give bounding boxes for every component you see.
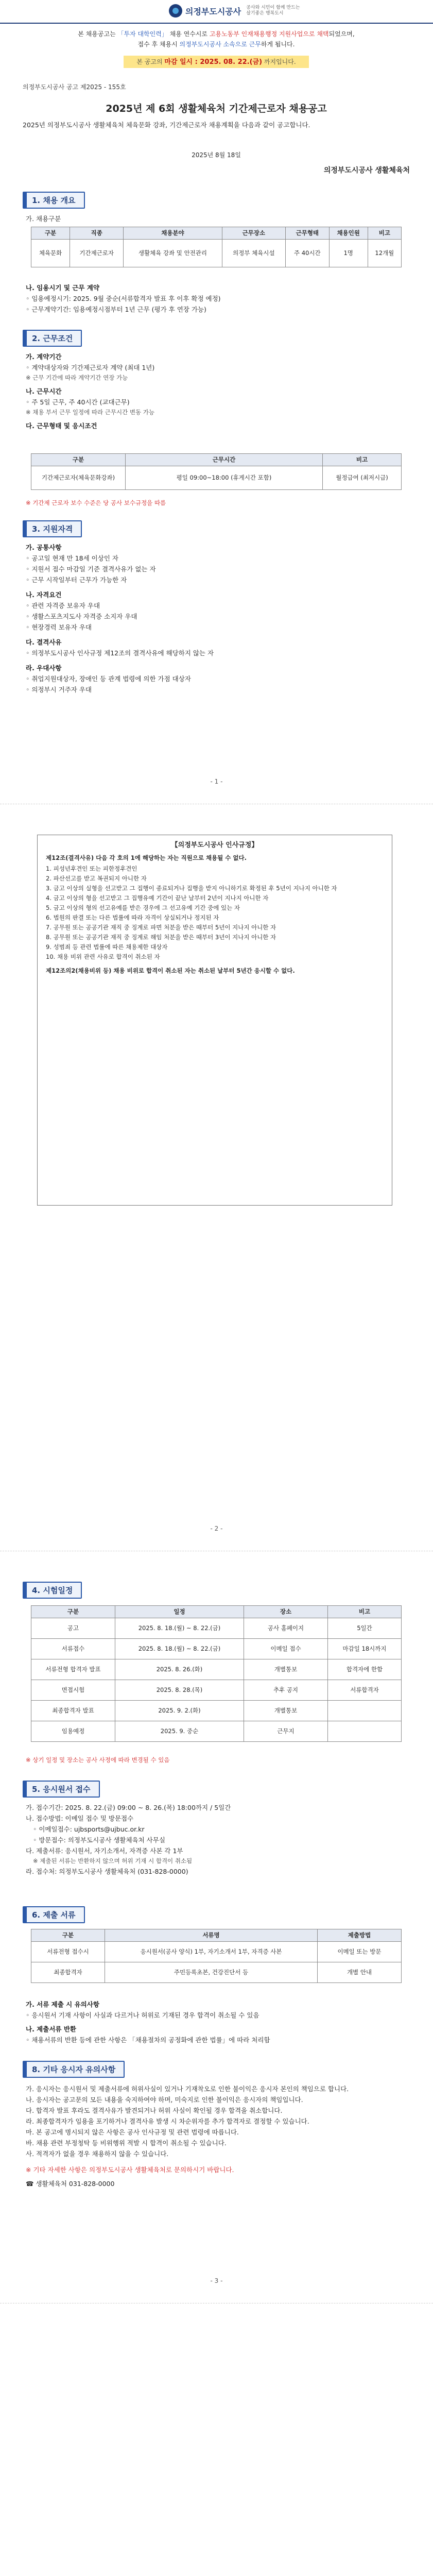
submission-notes: 가. 서류 제출 시 유의사항 ◦ 응시원서 기재 사항이 사실과 다르거나 허위로 기재된 경우 합격이 취소될 수 있음 나. 제출서류 반환 ◦ 채용서류의 반환 등에 관한 사항은 「채용절차의 공정화에 관한 법률」에 따라 처리함 — [26, 2001, 270, 2044]
table-cell: 이메일 또는 방문 — [318, 1942, 402, 1962]
table-header: 비고 — [368, 227, 401, 240]
section-heading-schedule: 4. 시험일정 — [23, 1582, 82, 1599]
list-item: 바. 채용 관련 부정청탁 등 비위행위 적발 시 합격이 취소될 수 있습니다. — [26, 2139, 227, 2147]
overview-sub-b: 나. 임용시기 및 근무 계약 ◦ 임용예정시기: 2025. 9월 중순(서류합격자 발표 후 이후 확정 예정) ◦ 근무계약기간: 임용예정시점부터 1년 근무 (평가 후 연장 가능) — [26, 284, 221, 313]
intro-text: 2025년 의정부도시공사 생활체육처 체육문화 강좌, 기간제근로자 채용계획을 다음과 같이 공고합니다. — [23, 121, 310, 129]
conditions-text: 가. 계약기간 ◦ 계약대상자와 기간제근로자 계약 (최대 1년) ※ 근무 기간에 따라 계약기간 연장 가능 나. 근무시간 ◦ 주 5일 근무, 주 40시간 (교대근무) ※ 채용 부서 근무 일정에 따라 근무시간 변동 가능 다. 근무형태 및 응시조건 — [26, 353, 155, 430]
table-cell: 최종합격자 발표 — [31, 1701, 115, 1721]
org-logo — [169, 4, 300, 18]
page-number: - 3 - — [210, 2277, 223, 2284]
announcement-number: 의정부도시공사 공고 제2025 - 155호 — [23, 83, 126, 91]
contact-line: ☎ 생활체육처 031-828-0000 — [26, 2180, 115, 2188]
announcement-meta — [23, 82, 410, 91]
site-header — [0, 0, 433, 24]
table-cell: 근무지 — [244, 1721, 328, 1742]
org-tagline — [246, 5, 300, 16]
table-cell: 2025. 8. 26.(화) — [115, 1659, 244, 1680]
table-cell: 2025. 9. 2.(화) — [115, 1701, 244, 1721]
section-heading-qualifications: 3. 지원자격 — [23, 520, 82, 537]
regulation-item: 2. 파산선고를 받고 복권되지 아니한 자 — [46, 875, 147, 882]
table-header: 직종 — [70, 227, 124, 240]
table-header: 구분 — [31, 1606, 115, 1618]
table-cell: 5일간 — [328, 1618, 402, 1639]
table-cell: 서류접수 — [31, 1639, 115, 1659]
table-cell: 서류전형 합격자 발표 — [31, 1659, 115, 1680]
regulation-title: 【의정부도시공사 인사규정】 — [171, 841, 258, 849]
table-cell: 2025. 9. 중순 — [115, 1721, 244, 1742]
table-header: 근무형태 — [286, 227, 330, 240]
page-title: 2025년 제 6회 생활체육처 기간제근로자 채용공고 — [106, 103, 327, 114]
regulation-article: 제12조(결격사유) 다음 각 호의 1에 해당하는 자는 직원으로 채용될 수 없다. — [46, 854, 247, 861]
regulation-article: 제12조의2(채용비위 등) 채용 비위로 합격이 취소된 자는 취소된 날부터 5년간 응시할 수 없다. — [46, 967, 295, 974]
closing-note: ※ 기타 자세한 사항은 의정부도시공사 생활체육처로 문의하시기 바랍니다. — [26, 2166, 234, 2174]
table-cell: 면접시험 — [31, 1680, 115, 1701]
table-cell: 공고 — [31, 1618, 115, 1639]
table-cell: 의정부 체육시설 — [222, 240, 286, 267]
org-logo-icon — [169, 4, 182, 18]
deadline-highlight: 본 공고의 마감 일시 : 2025. 08. 22.(금) 까지입니다. — [124, 56, 309, 68]
section-heading-documents: 6. 제출 서류 — [23, 1906, 85, 1923]
list-item: 가. 응시자는 응시원서 및 제출서류에 허위사실이 있거나 기재착오로 인한 불이익은 응시자 본인의 책임으로 합니다. — [26, 2085, 349, 2093]
notice-banner: 본 채용공고는 「투자 대학인력」 채용 연수시로 고용노동부 인재채용행정 지원사업으로 채택되었으며, 접수 후 채용시 의정부도시공사 소속으로 근무하게 됩니다. — [78, 30, 355, 48]
table-header: 장소 — [244, 1606, 328, 1618]
application-text: 가. 접수기간: 2025. 8. 22.(금) 09:00 ~ 8. 26.(목) 18:00까지 / 5일간 나. 접수방법: 이메일 접수 및 방문접수 ◦ 이메일접수: ujbsports@ujbuc.or.kr ◦ 방문접수: 의정부도시공사 생활체육처 사무실 다. 제출서류: 응시원서, 자기소개서, 자격증 사본 각 1부 ※ 제출된 서류는 반환하지 않으며 허위 기재 시 합격이 취소됨 라. 접수처: 의정부도시공사 생활체육처 (031-828-0000) — [26, 1804, 231, 1875]
table-cell: 2025. 8. 18.(월) ~ 8. 22.(금) — [115, 1618, 244, 1639]
regulation-item: 6. 법원의 판결 또는 다른 법률에 따라 자격이 상실되거나 정지된 자 — [46, 914, 219, 921]
regulation-item: 4. 금고 이상의 형을 선고받고 그 집행유예 기간이 끝난 날부터 2년이 지나지 아니한 자 — [46, 894, 269, 902]
table-header: 구분 — [31, 454, 126, 466]
recruit-table — [31, 227, 402, 267]
table-cell: 공사 홈페이지 — [244, 1618, 328, 1639]
table-header: 근무시간 — [126, 454, 323, 466]
table-cell: 이메일 접수 — [244, 1639, 328, 1659]
table-cell: 개별통보 — [244, 1659, 328, 1680]
list-item: 다. 합격자 발표 후라도 결격사유가 발견되거나 허위 사실이 확인될 경우 합격을 취소합니다. — [26, 2107, 283, 2114]
regulation-box — [37, 835, 392, 1206]
org-tagline-1: 공사와 시민이 함께 만드는 — [246, 5, 300, 10]
table-cell: 체육문화 — [31, 240, 70, 267]
list-item: 라. 최종합격자가 임용을 포기하거나 결격사유 발생 시 차순위자를 추가 합격자로 결정할 수 있습니다. — [26, 2117, 309, 2125]
org-tagline-2: 살기좋은 행복도시 — [246, 11, 284, 16]
announcement-org: 의정부도시공사 생활체육처 — [323, 166, 410, 175]
table-cell: 마감일 18시까지 — [328, 1639, 402, 1659]
table-header: 일정 — [115, 1606, 244, 1618]
table-cell: 월정급여 (최저시급) — [323, 466, 402, 490]
org-name: 의정부도시공사 — [185, 6, 241, 16]
overview-sub-a: 가. 채용구분 — [26, 215, 61, 223]
table-cell: 주 40시간 — [286, 240, 330, 267]
table-header: 구분 — [31, 1929, 105, 1942]
table-cell: 응시원서(공사 양식) 1부, 자기소개서 1부, 자격증 사본 — [105, 1942, 318, 1962]
table-cell: 서류전형 접수시 — [31, 1942, 105, 1962]
list-item: 마. 본 공고에 명시되지 않은 사항은 공사 인사규정 및 관련 법령에 따릅니다. — [26, 2128, 239, 2136]
schedule-table — [31, 1605, 402, 1742]
table-header: 구분 — [31, 227, 70, 240]
page-number: - 2 - — [210, 1525, 223, 1532]
regulation-item: 3. 금고 이상의 실형을 선고받고 그 집행이 종료되거나 집행을 받지 아니하기로 확정된 후 5년이 지나지 아니한 자 — [46, 885, 337, 892]
regulation-item: 5. 금고 이상의 형의 선고유예를 받은 경우에 그 선고유예 기간 중에 있는 자 — [46, 904, 240, 911]
list-item: 나. 응시자는 공고문의 모든 내용을 숙지하여야 하며, 미숙지로 인한 불이익은 응시자의 책임입니다. — [26, 2096, 303, 2104]
section-heading-overview: 1. 채용 개요 — [23, 192, 85, 209]
table-cell: 생활체육 강좌 및 안전관리 — [124, 240, 222, 267]
table-cell: 2025. 8. 18.(월) ~ 8. 22.(금) — [115, 1639, 244, 1659]
table-cell: 1명 — [329, 240, 368, 267]
table-header: 서류명 — [105, 1929, 318, 1942]
list-item: 사. 적격자가 없을 경우 채용하지 않을 수 있습니다. — [26, 2150, 169, 2158]
schedule-note: ※ 상기 일정 및 장소는 공사 사정에 따라 변경될 수 있음 — [26, 1756, 170, 1764]
table-cell: 최종합격자 — [31, 1962, 105, 1983]
table-header: 채용분야 — [124, 227, 222, 240]
regulation-item: 7. 공무원 또는 공공기관 재직 중 징계로 파면 처분을 받은 때부터 5년이 지나지 아니한 자 — [46, 924, 276, 931]
table-cell: 서류합격자 — [328, 1680, 402, 1701]
regulation-item: 1. 피성년후견인 또는 피한정후견인 — [46, 865, 137, 872]
table-cell: 개별 안내 — [318, 1962, 402, 1983]
section-heading-conditions: 2. 근무조건 — [23, 330, 82, 347]
table-header: 채용인원 — [329, 227, 368, 240]
table-cell: 2025. 8. 28.(목) — [115, 1680, 244, 1701]
table-cell: 12개월 — [368, 240, 401, 267]
qualifications-text: 가. 공통사항 ◦ 공고일 현재 만 18세 이상인 자 ◦ 지원서 접수 마감일 기준 결격사유가 없는 자 ◦ 근무 시작일부터 근무가 가능한 자 나. 자격요건 ◦ 관련 자격증 보유자 우대 ◦ 생활스포츠지도사 자격증 소지자 우대 ◦ 현장경력 보유자 우대 다. 결격사유 ◦ 의정부도시공사 인사규정 제12조의 결격사유에 해당하지 않는 자 라. 우대사항 ◦ 취업지원대상자, 장애인 등 관계 법령에 의한 가점 대상자 ◦ 의정부시 거주자 우대 — [26, 544, 214, 693]
table-cell: 개별통보 — [244, 1701, 328, 1721]
table-cell: 추후 공지 — [244, 1680, 328, 1701]
page-number: - 1 - — [210, 778, 223, 785]
table-cell — [328, 1701, 402, 1721]
regulation-item: 10. 채용 비위 관련 사유로 합격이 취소된 자 — [46, 953, 160, 960]
table-cell: 주민등록초본, 건강진단서 등 — [105, 1962, 318, 1983]
table-header: 비고 — [323, 454, 402, 466]
table-cell: 임용예정 — [31, 1721, 115, 1742]
section-heading-application: 5. 응시원서 접수 — [23, 1781, 100, 1798]
table-header: 제출방법 — [318, 1929, 402, 1942]
conditions-note: ※ 기간제 근로자 보수 수준은 당 공사 보수규정을 따름 — [26, 499, 166, 506]
table-cell: 평일 09:00~18:00 (휴게시간 포함) — [126, 466, 323, 490]
notice-list — [26, 2083, 407, 2189]
table-cell — [328, 1721, 402, 1742]
table-cell: 합격자에 한함 — [328, 1659, 402, 1680]
section-heading-notice: 8. 기타 응시자 유의사항 — [23, 2061, 125, 2078]
regulation-item: 8. 공무원 또는 공공기관 재직 중 징계로 해임 처분을 받은 때부터 3년이 지나지 아니한 자 — [46, 934, 276, 941]
documents-table — [31, 1929, 402, 1983]
table-cell: 기간제근로자 — [70, 240, 124, 267]
table-header: 비고 — [328, 1606, 402, 1618]
work-conditions-table — [31, 453, 402, 490]
table-header: 근무장소 — [222, 227, 286, 240]
table-cell: 기간제근로자(체육문화강좌) — [31, 466, 126, 490]
announcement-date: 2025년 8월 18일 — [192, 151, 241, 159]
regulation-item: 9. 성범죄 등 관련 법률에 따른 채용제한 대상자 — [46, 943, 168, 951]
